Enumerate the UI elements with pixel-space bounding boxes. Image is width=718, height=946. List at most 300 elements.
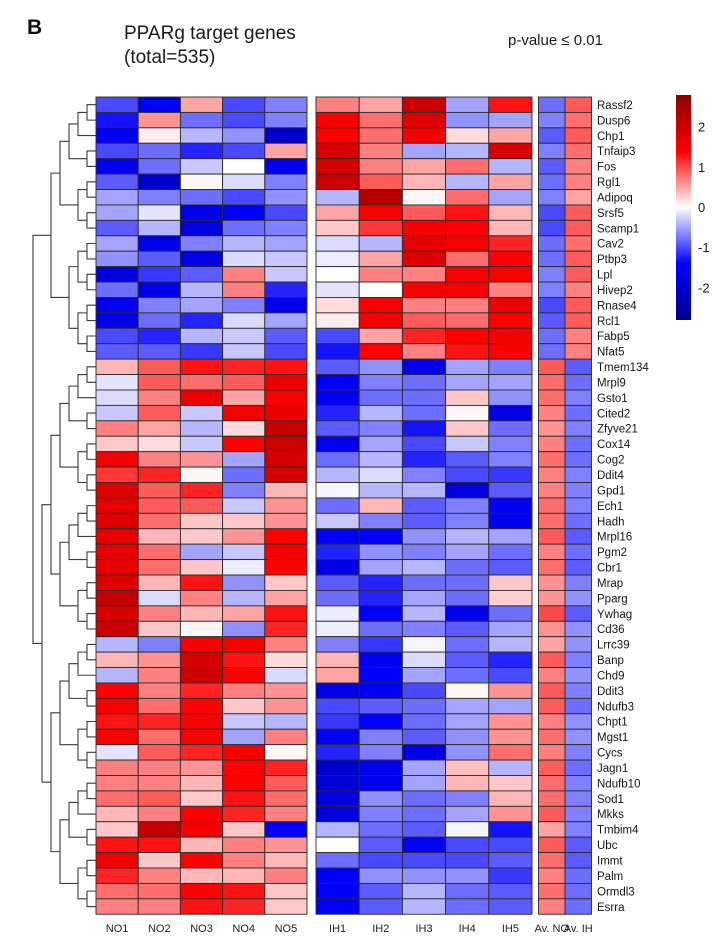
heatmap-cell bbox=[539, 267, 566, 282]
heatmap-cell bbox=[265, 652, 307, 667]
heatmap-cell bbox=[402, 745, 445, 760]
heatmap-cell bbox=[359, 205, 402, 220]
heatmap-cell bbox=[223, 328, 265, 343]
heatmap-cell bbox=[446, 159, 489, 174]
heatmap-cell bbox=[565, 729, 592, 744]
heatmap-cell bbox=[446, 328, 489, 343]
heatmap-cell bbox=[539, 483, 566, 498]
heatmap-cell bbox=[565, 375, 592, 390]
heatmap-cell bbox=[316, 668, 359, 683]
heatmap-cell bbox=[446, 775, 489, 790]
heatmap-cell bbox=[402, 714, 445, 729]
heatmap-cell bbox=[402, 899, 445, 914]
heatmap-cell bbox=[180, 297, 222, 312]
heatmap-cell bbox=[180, 267, 222, 282]
heatmap-cell bbox=[539, 190, 566, 205]
heatmap-cell bbox=[96, 375, 138, 390]
heatmap-cell bbox=[265, 575, 307, 590]
heatmap-cell bbox=[489, 668, 532, 683]
gene-label: Banp bbox=[597, 655, 624, 668]
heatmap-cell bbox=[446, 282, 489, 297]
gene-label: Tnfaip3 bbox=[597, 146, 636, 159]
heatmap-cell bbox=[96, 251, 138, 266]
heatmap-cell bbox=[138, 760, 180, 775]
heatmap-cell bbox=[265, 899, 307, 914]
column-label: IH1 bbox=[329, 923, 347, 935]
heatmap-cell bbox=[96, 606, 138, 621]
heatmap-cell bbox=[359, 267, 402, 282]
heatmap-cell bbox=[180, 236, 222, 251]
heatmap-cell bbox=[359, 467, 402, 482]
heatmap-cell bbox=[316, 390, 359, 405]
gene-label: Chp1 bbox=[597, 130, 625, 143]
heatmap-cell bbox=[446, 652, 489, 667]
heatmap-cell bbox=[359, 621, 402, 636]
heatmap-cell bbox=[565, 590, 592, 605]
heatmap-cell bbox=[223, 313, 265, 328]
heatmap-cell bbox=[138, 405, 180, 420]
heatmap-cell bbox=[223, 544, 265, 559]
heatmap-cell bbox=[402, 143, 445, 158]
heatmap-cell bbox=[539, 544, 566, 559]
heatmap-cell bbox=[96, 452, 138, 467]
gene-label: Cog2 bbox=[597, 454, 625, 467]
heatmap-cell bbox=[539, 436, 566, 451]
heatmap-cell bbox=[565, 621, 592, 636]
heatmap-cell bbox=[96, 729, 138, 744]
heatmap-cell bbox=[265, 714, 307, 729]
heatmap-cell bbox=[402, 637, 445, 652]
heatmap-cell bbox=[138, 775, 180, 790]
heatmap-cell bbox=[138, 313, 180, 328]
heatmap-cell bbox=[316, 97, 359, 112]
heatmap-cell bbox=[223, 775, 265, 790]
heatmap-cell bbox=[316, 498, 359, 513]
heatmap-cell bbox=[316, 745, 359, 760]
heatmap-cell bbox=[539, 405, 566, 420]
heatmap-cell bbox=[359, 452, 402, 467]
heatmap-cell bbox=[446, 698, 489, 713]
heatmap-cell bbox=[359, 236, 402, 251]
heatmap-cell bbox=[402, 791, 445, 806]
heatmap-cell bbox=[96, 405, 138, 420]
heatmap-cell bbox=[316, 143, 359, 158]
heatmap-cell bbox=[402, 729, 445, 744]
heatmap-cell bbox=[223, 190, 265, 205]
heatmap-cell bbox=[402, 606, 445, 621]
heatmap-cell bbox=[565, 421, 592, 436]
heatmap-cell bbox=[402, 853, 445, 868]
heatmap-cell bbox=[96, 806, 138, 821]
heatmap-cell bbox=[316, 806, 359, 821]
heatmap-cell bbox=[359, 359, 402, 374]
heatmap-cell bbox=[180, 452, 222, 467]
heatmap-cell bbox=[96, 544, 138, 559]
heatmap-cell bbox=[359, 868, 402, 883]
heatmap-cell bbox=[402, 267, 445, 282]
heatmap-cell bbox=[359, 513, 402, 528]
heatmap-cell bbox=[96, 714, 138, 729]
heatmap-cell bbox=[96, 899, 138, 914]
colorbar bbox=[676, 95, 691, 320]
heatmap-cell bbox=[96, 436, 138, 451]
heatmap-cell bbox=[316, 883, 359, 898]
heatmap-cell bbox=[138, 436, 180, 451]
heatmap-cell bbox=[180, 714, 222, 729]
heatmap-cell bbox=[539, 621, 566, 636]
heatmap-cell bbox=[96, 698, 138, 713]
heatmap-cell bbox=[223, 822, 265, 837]
heatmap-cell bbox=[539, 590, 566, 605]
heatmap-cell bbox=[138, 267, 180, 282]
heatmap-cell bbox=[265, 143, 307, 158]
heatmap-cell bbox=[180, 637, 222, 652]
heatmap-cell bbox=[265, 775, 307, 790]
heatmap-cell bbox=[446, 668, 489, 683]
heatmap-cell bbox=[539, 251, 566, 266]
gene-label: Hadh bbox=[597, 516, 625, 529]
heatmap-cell bbox=[565, 313, 592, 328]
heatmap-cell bbox=[138, 652, 180, 667]
heatmap-cell bbox=[96, 513, 138, 528]
heatmap-cell bbox=[96, 313, 138, 328]
heatmap-cell bbox=[565, 483, 592, 498]
heatmap-cell bbox=[223, 806, 265, 821]
heatmap-cell bbox=[265, 483, 307, 498]
heatmap-cell bbox=[316, 405, 359, 420]
heatmap-cell bbox=[96, 560, 138, 575]
gene-label: Rcl1 bbox=[597, 315, 621, 328]
heatmap-cell bbox=[565, 128, 592, 143]
heatmap-cell bbox=[223, 698, 265, 713]
heatmap-cell bbox=[446, 513, 489, 528]
column-label: IH2 bbox=[372, 923, 390, 935]
heatmap-cell bbox=[565, 899, 592, 914]
heatmap-cell bbox=[138, 236, 180, 251]
column-label: NO1 bbox=[105, 923, 129, 935]
gene-label: Mrap bbox=[597, 577, 624, 590]
heatmap-cell bbox=[565, 251, 592, 266]
heatmap-cell bbox=[446, 575, 489, 590]
heatmap-cell bbox=[180, 375, 222, 390]
heatmap-cell bbox=[446, 174, 489, 189]
heatmap-cell bbox=[489, 513, 532, 528]
heatmap-cell bbox=[138, 143, 180, 158]
heatmap-cell bbox=[359, 112, 402, 127]
heatmap-cell bbox=[489, 868, 532, 883]
heatmap-cell bbox=[489, 220, 532, 235]
heatmap-cell bbox=[402, 698, 445, 713]
heatmap-cell bbox=[265, 436, 307, 451]
heatmap-cell bbox=[96, 174, 138, 189]
heatmap-cell bbox=[402, 236, 445, 251]
heatmap-cell bbox=[180, 745, 222, 760]
pvalue-annotation: p-value ≤ 0.01 bbox=[508, 32, 603, 49]
heatmap-cell bbox=[446, 883, 489, 898]
heatmap-cell bbox=[265, 359, 307, 374]
heatmap-cell bbox=[138, 791, 180, 806]
heatmap-cell bbox=[316, 714, 359, 729]
heatmap-cell bbox=[138, 837, 180, 852]
heatmap-cell bbox=[446, 390, 489, 405]
heatmap-cell bbox=[446, 421, 489, 436]
heatmap-cell bbox=[265, 822, 307, 837]
heatmap-cell bbox=[359, 837, 402, 852]
heatmap-cell bbox=[96, 668, 138, 683]
heatmap-cell bbox=[223, 729, 265, 744]
heatmap-cell bbox=[96, 205, 138, 220]
heatmap-cell bbox=[539, 729, 566, 744]
heatmap-cell bbox=[565, 267, 592, 282]
heatmap-cell bbox=[565, 575, 592, 590]
heatmap-cell bbox=[402, 822, 445, 837]
heatmap-cell bbox=[402, 282, 445, 297]
heatmap-cell bbox=[96, 683, 138, 698]
colorbar-ticks bbox=[698, 120, 710, 296]
heatmap-cell bbox=[96, 267, 138, 282]
heatmap-cell bbox=[539, 159, 566, 174]
heatmap-cell bbox=[223, 714, 265, 729]
heatmap-cell bbox=[316, 174, 359, 189]
heatmap-cell bbox=[359, 698, 402, 713]
column-label: Av. NO bbox=[534, 923, 569, 935]
heatmap-cell bbox=[446, 853, 489, 868]
gene-label: Ddit4 bbox=[597, 469, 624, 482]
heatmap-cell bbox=[138, 745, 180, 760]
heatmap-cell bbox=[265, 791, 307, 806]
heatmap-cell bbox=[402, 128, 445, 143]
heatmap-cell bbox=[138, 97, 180, 112]
heatmap-cell bbox=[316, 837, 359, 852]
heatmap-cell bbox=[223, 483, 265, 498]
heatmap-cell bbox=[96, 421, 138, 436]
heatmap-cell bbox=[565, 190, 592, 205]
heatmap-cell bbox=[223, 359, 265, 374]
heatmap-cell bbox=[96, 822, 138, 837]
heatmap-cell bbox=[489, 159, 532, 174]
heatmap-cell bbox=[96, 868, 138, 883]
heatmap-cell bbox=[402, 652, 445, 667]
heatmap-cell bbox=[138, 544, 180, 559]
heatmap-cell bbox=[223, 236, 265, 251]
heatmap-cell bbox=[489, 791, 532, 806]
heatmap-cell bbox=[402, 868, 445, 883]
heatmap-cell bbox=[265, 205, 307, 220]
heatmap-cell bbox=[565, 822, 592, 837]
heatmap-cell bbox=[402, 760, 445, 775]
heatmap-cell bbox=[359, 483, 402, 498]
heatmap-cell bbox=[565, 436, 592, 451]
heatmap-cell bbox=[565, 359, 592, 374]
heatmap-cell bbox=[265, 128, 307, 143]
colorbar-tick-label: 1 bbox=[698, 159, 706, 175]
heatmap-cell bbox=[359, 498, 402, 513]
heatmap-cell bbox=[180, 760, 222, 775]
heatmap-cell bbox=[265, 621, 307, 636]
heatmap-cell bbox=[223, 251, 265, 266]
heatmap-cell bbox=[539, 205, 566, 220]
heatmap-cell bbox=[359, 899, 402, 914]
colorbar-tick-label: 0 bbox=[698, 200, 706, 215]
heatmap-cell bbox=[539, 806, 566, 821]
heatmap-cell bbox=[96, 575, 138, 590]
heatmap-cell bbox=[316, 375, 359, 390]
heatmap-cell bbox=[265, 421, 307, 436]
heatmap-cell bbox=[402, 452, 445, 467]
heatmap-cell bbox=[402, 328, 445, 343]
heatmap-cell bbox=[539, 375, 566, 390]
heatmap-cell bbox=[180, 775, 222, 790]
heatmap-cell bbox=[265, 344, 307, 359]
heatmap-cell bbox=[265, 97, 307, 112]
heatmap-cell bbox=[539, 97, 566, 112]
gene-label: Ywhag bbox=[597, 608, 633, 621]
heatmap-cell bbox=[446, 560, 489, 575]
heatmap-cell bbox=[446, 112, 489, 127]
heatmap-cell bbox=[265, 375, 307, 390]
heatmap-cell bbox=[539, 421, 566, 436]
heatmap-cell bbox=[539, 775, 566, 790]
column-label: Av. IH bbox=[563, 923, 593, 935]
heatmap-cell bbox=[265, 282, 307, 297]
heatmap-cell bbox=[359, 159, 402, 174]
heatmap-cell bbox=[180, 313, 222, 328]
heatmap-cell bbox=[265, 698, 307, 713]
gene-label: Chd9 bbox=[597, 670, 625, 683]
heatmap-cell bbox=[223, 637, 265, 652]
heatmap-cell bbox=[223, 436, 265, 451]
heatmap-cell bbox=[223, 405, 265, 420]
heatmap-cell bbox=[402, 251, 445, 266]
heatmap-cell bbox=[96, 112, 138, 127]
heatmap-cell bbox=[223, 590, 265, 605]
heatmap-cell bbox=[180, 421, 222, 436]
heatmap-cell bbox=[489, 421, 532, 436]
heatmap-cell bbox=[402, 436, 445, 451]
heatmap-cell bbox=[446, 220, 489, 235]
heatmap-cell bbox=[565, 837, 592, 852]
heatmap-cell bbox=[180, 174, 222, 189]
heatmap-cell bbox=[180, 498, 222, 513]
heatmap-cell bbox=[96, 483, 138, 498]
heatmap-cell bbox=[539, 452, 566, 467]
heatmap-cell bbox=[316, 606, 359, 621]
heatmap-cell bbox=[223, 883, 265, 898]
heatmap-cell bbox=[359, 760, 402, 775]
heatmap-cell bbox=[138, 822, 180, 837]
heatmap-cell bbox=[265, 760, 307, 775]
heatmap-cell bbox=[359, 729, 402, 744]
heatmap-cell bbox=[316, 359, 359, 374]
heatmap-cell bbox=[316, 313, 359, 328]
gene-label: Cbr1 bbox=[597, 562, 622, 575]
heatmap-cell bbox=[359, 390, 402, 405]
heatmap-cell bbox=[359, 282, 402, 297]
heatmap-cell bbox=[223, 513, 265, 528]
heatmap-cell bbox=[446, 313, 489, 328]
gene-label: Ptbp3 bbox=[597, 254, 628, 267]
heatmap-cell bbox=[539, 822, 566, 837]
row-dendrogram bbox=[33, 105, 96, 907]
heatmap-cell bbox=[96, 529, 138, 544]
heatmap-cell bbox=[446, 590, 489, 605]
heatmap-cell bbox=[489, 452, 532, 467]
heatmap-cell bbox=[489, 483, 532, 498]
heatmap-cell bbox=[359, 775, 402, 790]
heatmap-cell bbox=[180, 251, 222, 266]
heatmap-cell bbox=[489, 267, 532, 282]
heatmap-cell bbox=[316, 590, 359, 605]
heatmap-cell bbox=[180, 97, 222, 112]
heatmap-cell bbox=[138, 637, 180, 652]
heatmap-cell bbox=[565, 328, 592, 343]
gene-label: Tmem134 bbox=[597, 362, 649, 375]
heatmap-cell bbox=[402, 190, 445, 205]
heatmap-cell bbox=[359, 806, 402, 821]
heatmap-cell bbox=[565, 220, 592, 235]
heatmap-cell bbox=[265, 313, 307, 328]
heatmap-cell bbox=[265, 606, 307, 621]
heatmap-cell bbox=[138, 668, 180, 683]
gene-label: Ech1 bbox=[597, 500, 624, 513]
heatmap-cell bbox=[96, 282, 138, 297]
heatmap-cell bbox=[359, 683, 402, 698]
heatmap-cell bbox=[138, 452, 180, 467]
heatmap-cell bbox=[539, 637, 566, 652]
heatmap-cell bbox=[359, 853, 402, 868]
heatmap-cell bbox=[265, 868, 307, 883]
heatmap-cell bbox=[316, 467, 359, 482]
heatmap-cell bbox=[446, 806, 489, 821]
heatmap-cell bbox=[565, 544, 592, 559]
heatmap-cell bbox=[265, 390, 307, 405]
heatmap-cell bbox=[96, 220, 138, 235]
heatmap-cell bbox=[96, 190, 138, 205]
heatmap-cell bbox=[489, 714, 532, 729]
heatmap-cell bbox=[359, 344, 402, 359]
heatmap-cell bbox=[223, 652, 265, 667]
panel-label: B bbox=[27, 16, 43, 39]
gene-label: Scamp1 bbox=[597, 223, 640, 236]
heatmap-cell bbox=[446, 483, 489, 498]
heatmap-cell bbox=[265, 328, 307, 343]
heatmap-cell bbox=[223, 97, 265, 112]
heatmap-cell bbox=[180, 390, 222, 405]
heatmap-cell bbox=[539, 791, 566, 806]
heatmap-cell bbox=[489, 837, 532, 852]
heatmap-cell bbox=[265, 174, 307, 189]
heatmap-cell bbox=[96, 344, 138, 359]
heatmap-cell bbox=[446, 190, 489, 205]
gene-label: Rgl1 bbox=[597, 177, 621, 190]
heatmap-cell bbox=[138, 529, 180, 544]
gene-label: Jagn1 bbox=[597, 762, 629, 775]
heatmap-cell bbox=[489, 729, 532, 744]
gene-label: Cav2 bbox=[597, 238, 624, 251]
gene-label: Rassf2 bbox=[597, 99, 633, 112]
heatmap-cell bbox=[316, 853, 359, 868]
heatmap-cell bbox=[138, 159, 180, 174]
heatmap-cell bbox=[223, 760, 265, 775]
heatmap-cell bbox=[96, 467, 138, 482]
heatmap-cell bbox=[180, 513, 222, 528]
heatmap-cell bbox=[539, 128, 566, 143]
heatmap-cell bbox=[96, 297, 138, 312]
heatmap-cell bbox=[180, 822, 222, 837]
heatmap-cell bbox=[565, 390, 592, 405]
heatmap-cell bbox=[316, 205, 359, 220]
heatmap-cell bbox=[565, 683, 592, 698]
